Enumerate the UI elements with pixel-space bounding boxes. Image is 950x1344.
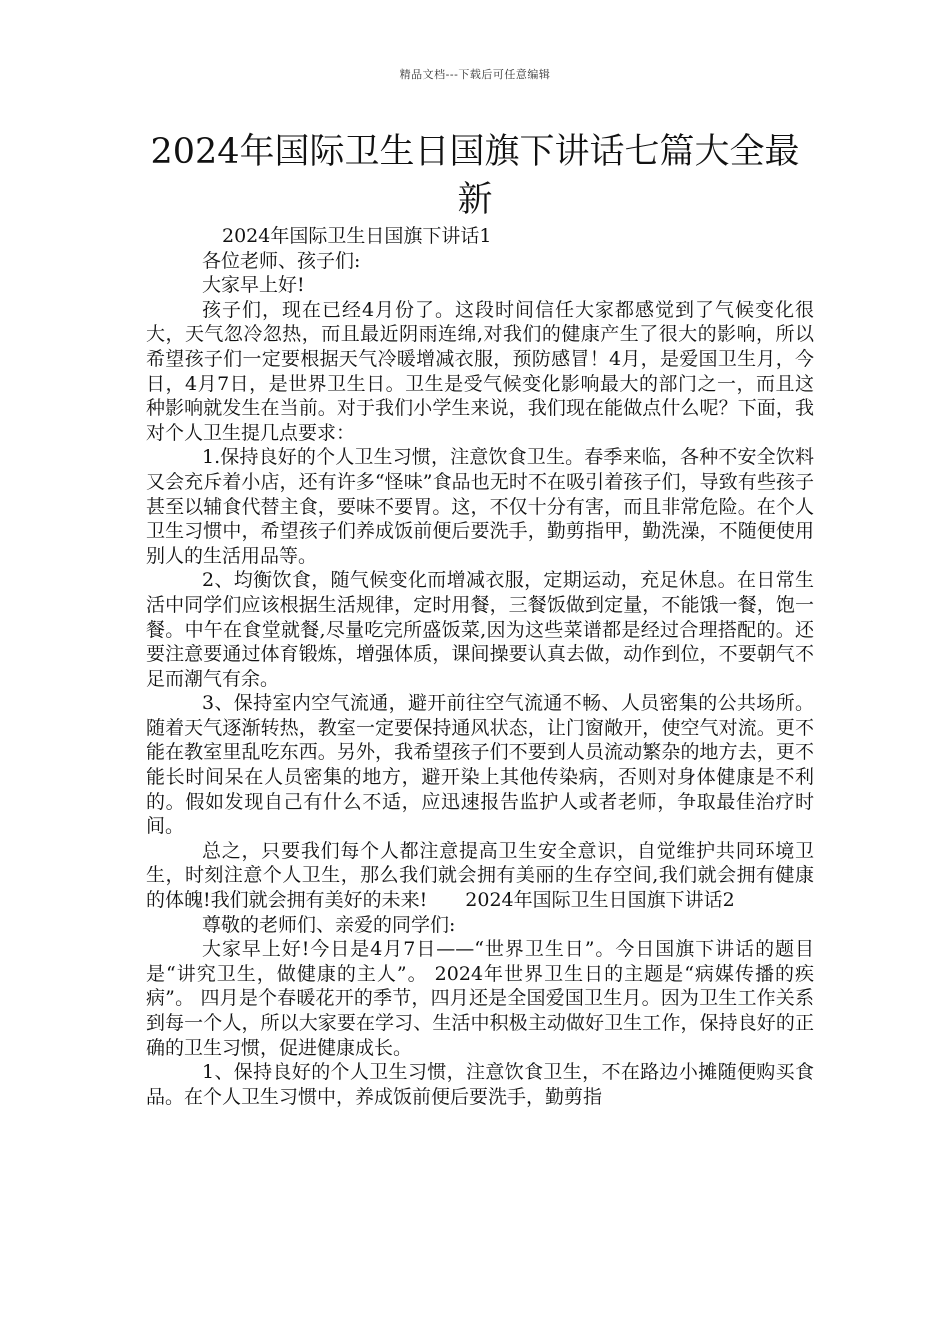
salutation: 尊敬的老师们、亲爱的同学们: <box>202 913 456 936</box>
body-paragraph: 总之，只要我们每个人都注意提高卫生安全意识，自觉维护共同环境卫生，时刻注意个人卫生，那么我们就会拥有美丽的生存空间,我们就会拥有健康的体魄!我们就会拥有美好的未来! 2024年国际卫生日国旗下讲话2 <box>146 839 814 912</box>
body-paragraph: 2、均衡饮食，随气候变化而增减衣服，定期运动，充足休息。在日常生活中同学们应该根据生活规律，定时用餐，三餐饭做到定量，不能饿一餐，饱一餐。中午在食堂就餐,尽量吃完所盛饭菜,因为这些菜谱都是经过合理搭配的。还要注意要通过体育锻炼，增强体质，课间操要认真去做，动作到位，不要朝气不足而潮气有余。 <box>146 569 814 690</box>
body-paragraph: 3、保持室内空气流通，避开前往空气流通不畅、人员密集的公共场所。随着天气逐渐转热，教室一定要保持通风状态，让门窗敞开，使空气对流。更不能在教室里乱吃东西。另外，我希望孩子们不要到人员流动繁杂的地方去，更不能长时间呆在人员密集的地方，避开染上其他传染病，否则对身体健康是不利的。假如发现自己有什么不适，应迅速报告监护人或者老师，争取最佳治疗时间。 <box>146 692 814 838</box>
greeting: 大家早上好! <box>202 274 305 297</box>
body-paragraph: 1.保持良好的个人卫生习惯，注意饮食卫生。春季来临，各种不安全饮料又会充斥着小店，还有许多“怪味”食品也无时不在吸引着孩子们，导致有些孩子甚至以辅食代替主食，要味不要胃。这，不仅十分有害，而且非常危险。在个人卫生习惯中，希望孩子们养成饭前便后要洗手，勤剪指甲，勤洗澡，不随便使用别人的生活用品等。 <box>146 446 814 567</box>
document-title: 2024年国际卫生日国旗下讲话七篇大全最新 <box>150 132 800 220</box>
body-paragraph: 大家早上好!今日是4月7日——“世界卫生日”。今日国旗下讲话的题目是“讲究卫生，做健康的主人”。 2024年世界卫生日的主题是“病媒传播的疾病”。 四月是个春暖花开的季节，四月还是全国爱国卫生月。因为卫生工作关系到每一个人，所以大家要在学习、生活中积极主动做好卫生工作，保持良好的正确的卫生习惯，促进健康成长。 <box>146 938 814 1059</box>
header-note: 精品文档---下载后可任意编辑 <box>399 68 551 81</box>
document-body <box>146 224 814 1109</box>
salutation: 各位老师、孩子们: <box>202 249 361 272</box>
body-paragraph: 1、保持良好的个人卫生习惯，注意饮食卫生，不在路边小摊随便购买食品。在个人卫生习惯中，养成饭前便后要洗手，勤剪指 <box>146 1061 814 1108</box>
speech-heading-1: 2024年国际卫生日国旗下讲话1 <box>222 225 492 247</box>
body-paragraph: 孩子们，现在已经4月份了。这段时间信任大家都感觉到了气候变化很大，天气忽冷忽热，而且最近阴雨连绵,对我们的健康产生了很大的影响，所以希望孩子们一定要根据天气冷暖增减衣服，预防感冒！4月，是爱国卫生月，今日，4月7日，是世界卫生日。卫生是受气候变化影响最大的部门之一，而且这种影响就发生在当前。对于我们小学生来说，我们现在能做点什么呢？下面，我对个人卫生提几点要求： <box>146 298 814 444</box>
